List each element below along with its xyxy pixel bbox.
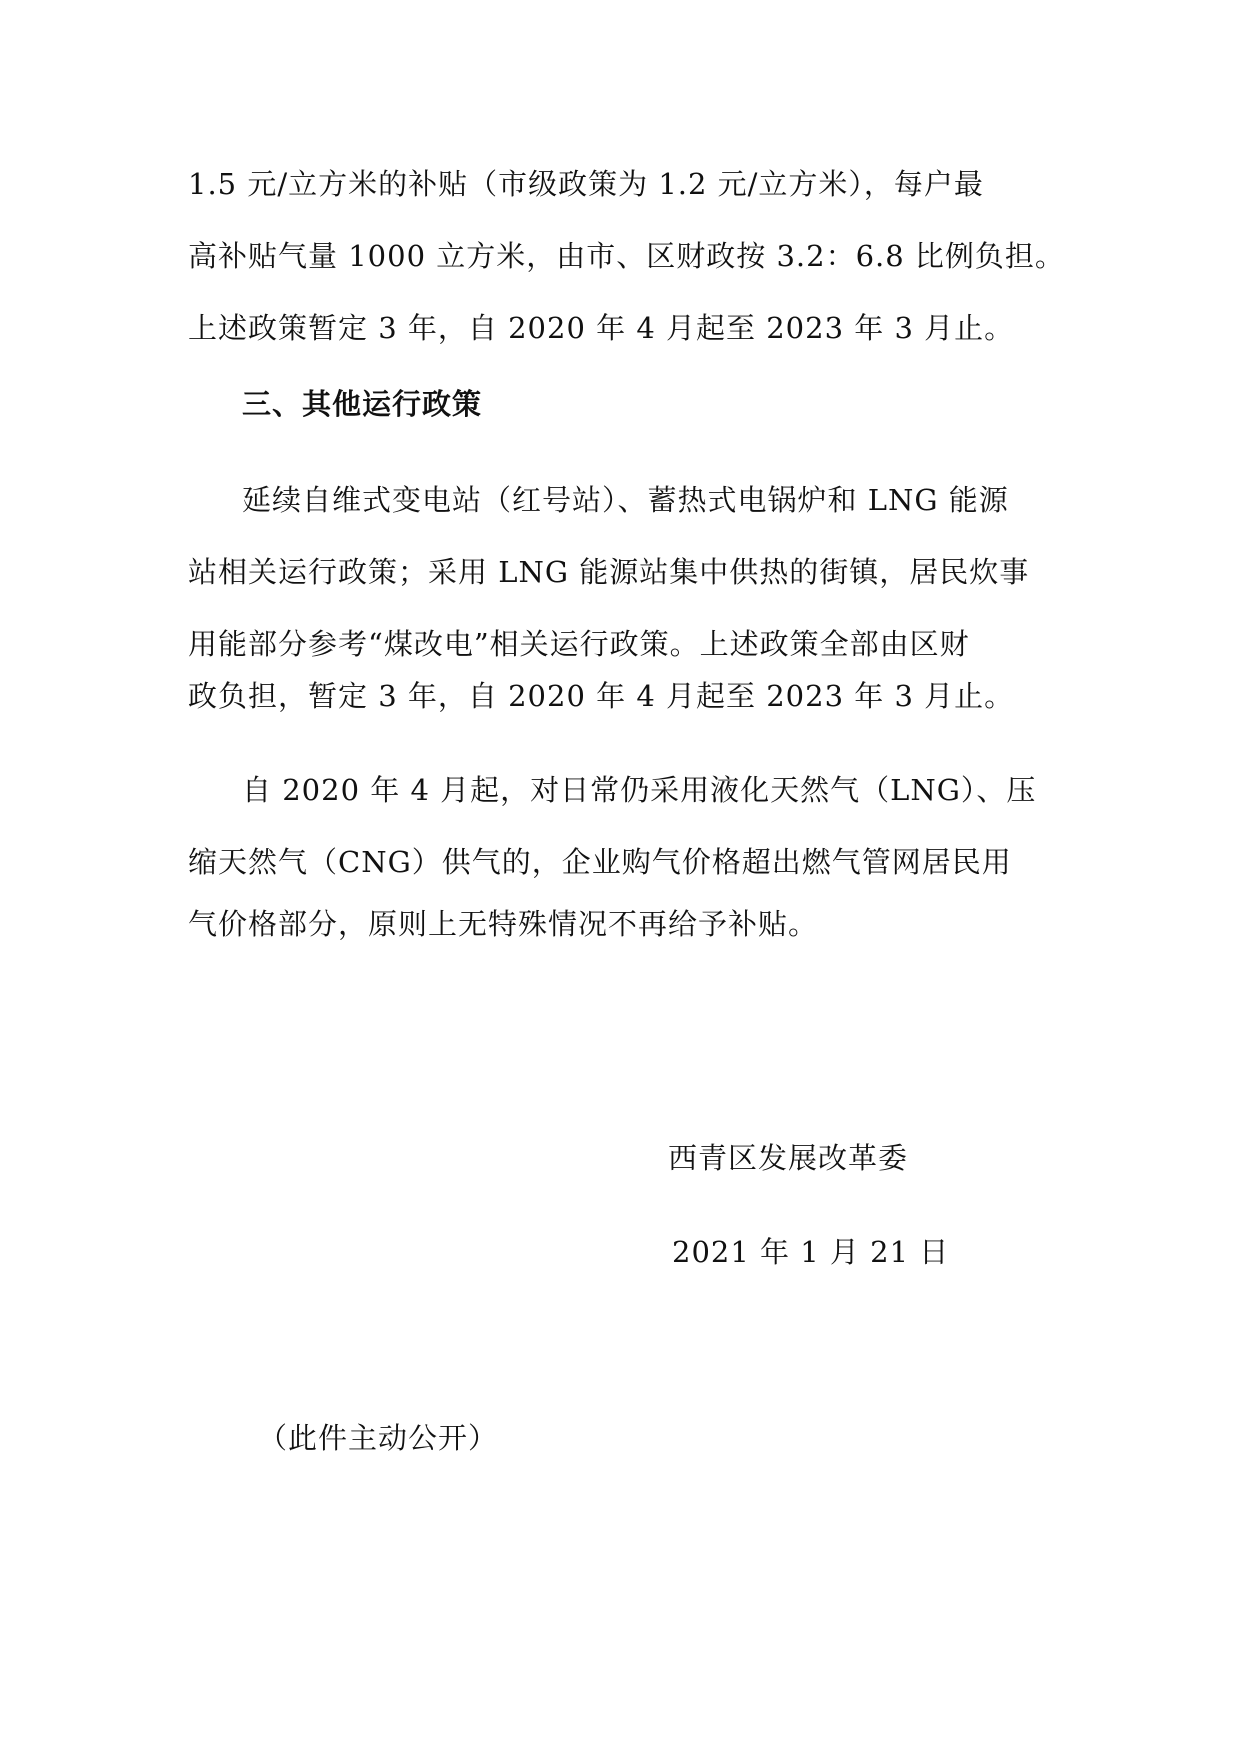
disclosure-note: （此件主动公开） bbox=[258, 1421, 499, 1455]
section-heading: 三、其他运行政策 bbox=[242, 387, 483, 421]
paragraph-line: 延续自维式变电站（红号站）、蓄热式电锅炉和 LNG 能源 bbox=[242, 483, 1009, 517]
signature-organization: 西青区发展改革委 bbox=[668, 1141, 909, 1175]
paragraph-line: 自 2020 年 4 月起，对日常仍采用液化天然气（LNG）、压 bbox=[242, 773, 1037, 807]
paragraph-line: 高补贴气量 1000 立方米，由市、区财政按 3.2：6.8 比例负担。 bbox=[188, 239, 1065, 273]
paragraph-line: 站相关运行政策；采用 LNG 能源站集中供热的街镇，居民炊事 bbox=[188, 555, 1030, 589]
paragraph-line: 气价格部分，原则上无特殊情况不再给予补贴。 bbox=[188, 907, 819, 941]
paragraph-line: 缩天然气（CNG）供气的，企业购气价格超出燃气管网居民用 bbox=[188, 845, 1012, 879]
paragraph-line: 政负担，暂定 3 年，自 2020 年 4 月起至 2023 年 3 月止。 bbox=[188, 679, 1015, 713]
paragraph-line: 上述政策暂定 3 年，自 2020 年 4 月起至 2023 年 3 月止。 bbox=[188, 311, 1015, 345]
paragraph-line: 用能部分参考“煤改电”相关运行政策。上述政策全部由区财 bbox=[188, 627, 970, 661]
paragraph-line: 1.5 元/立方米的补贴（市级政策为 1.2 元/立方米），每户最 bbox=[188, 167, 984, 201]
signature-date: 2021 年 1 月 21 日 bbox=[672, 1235, 950, 1269]
